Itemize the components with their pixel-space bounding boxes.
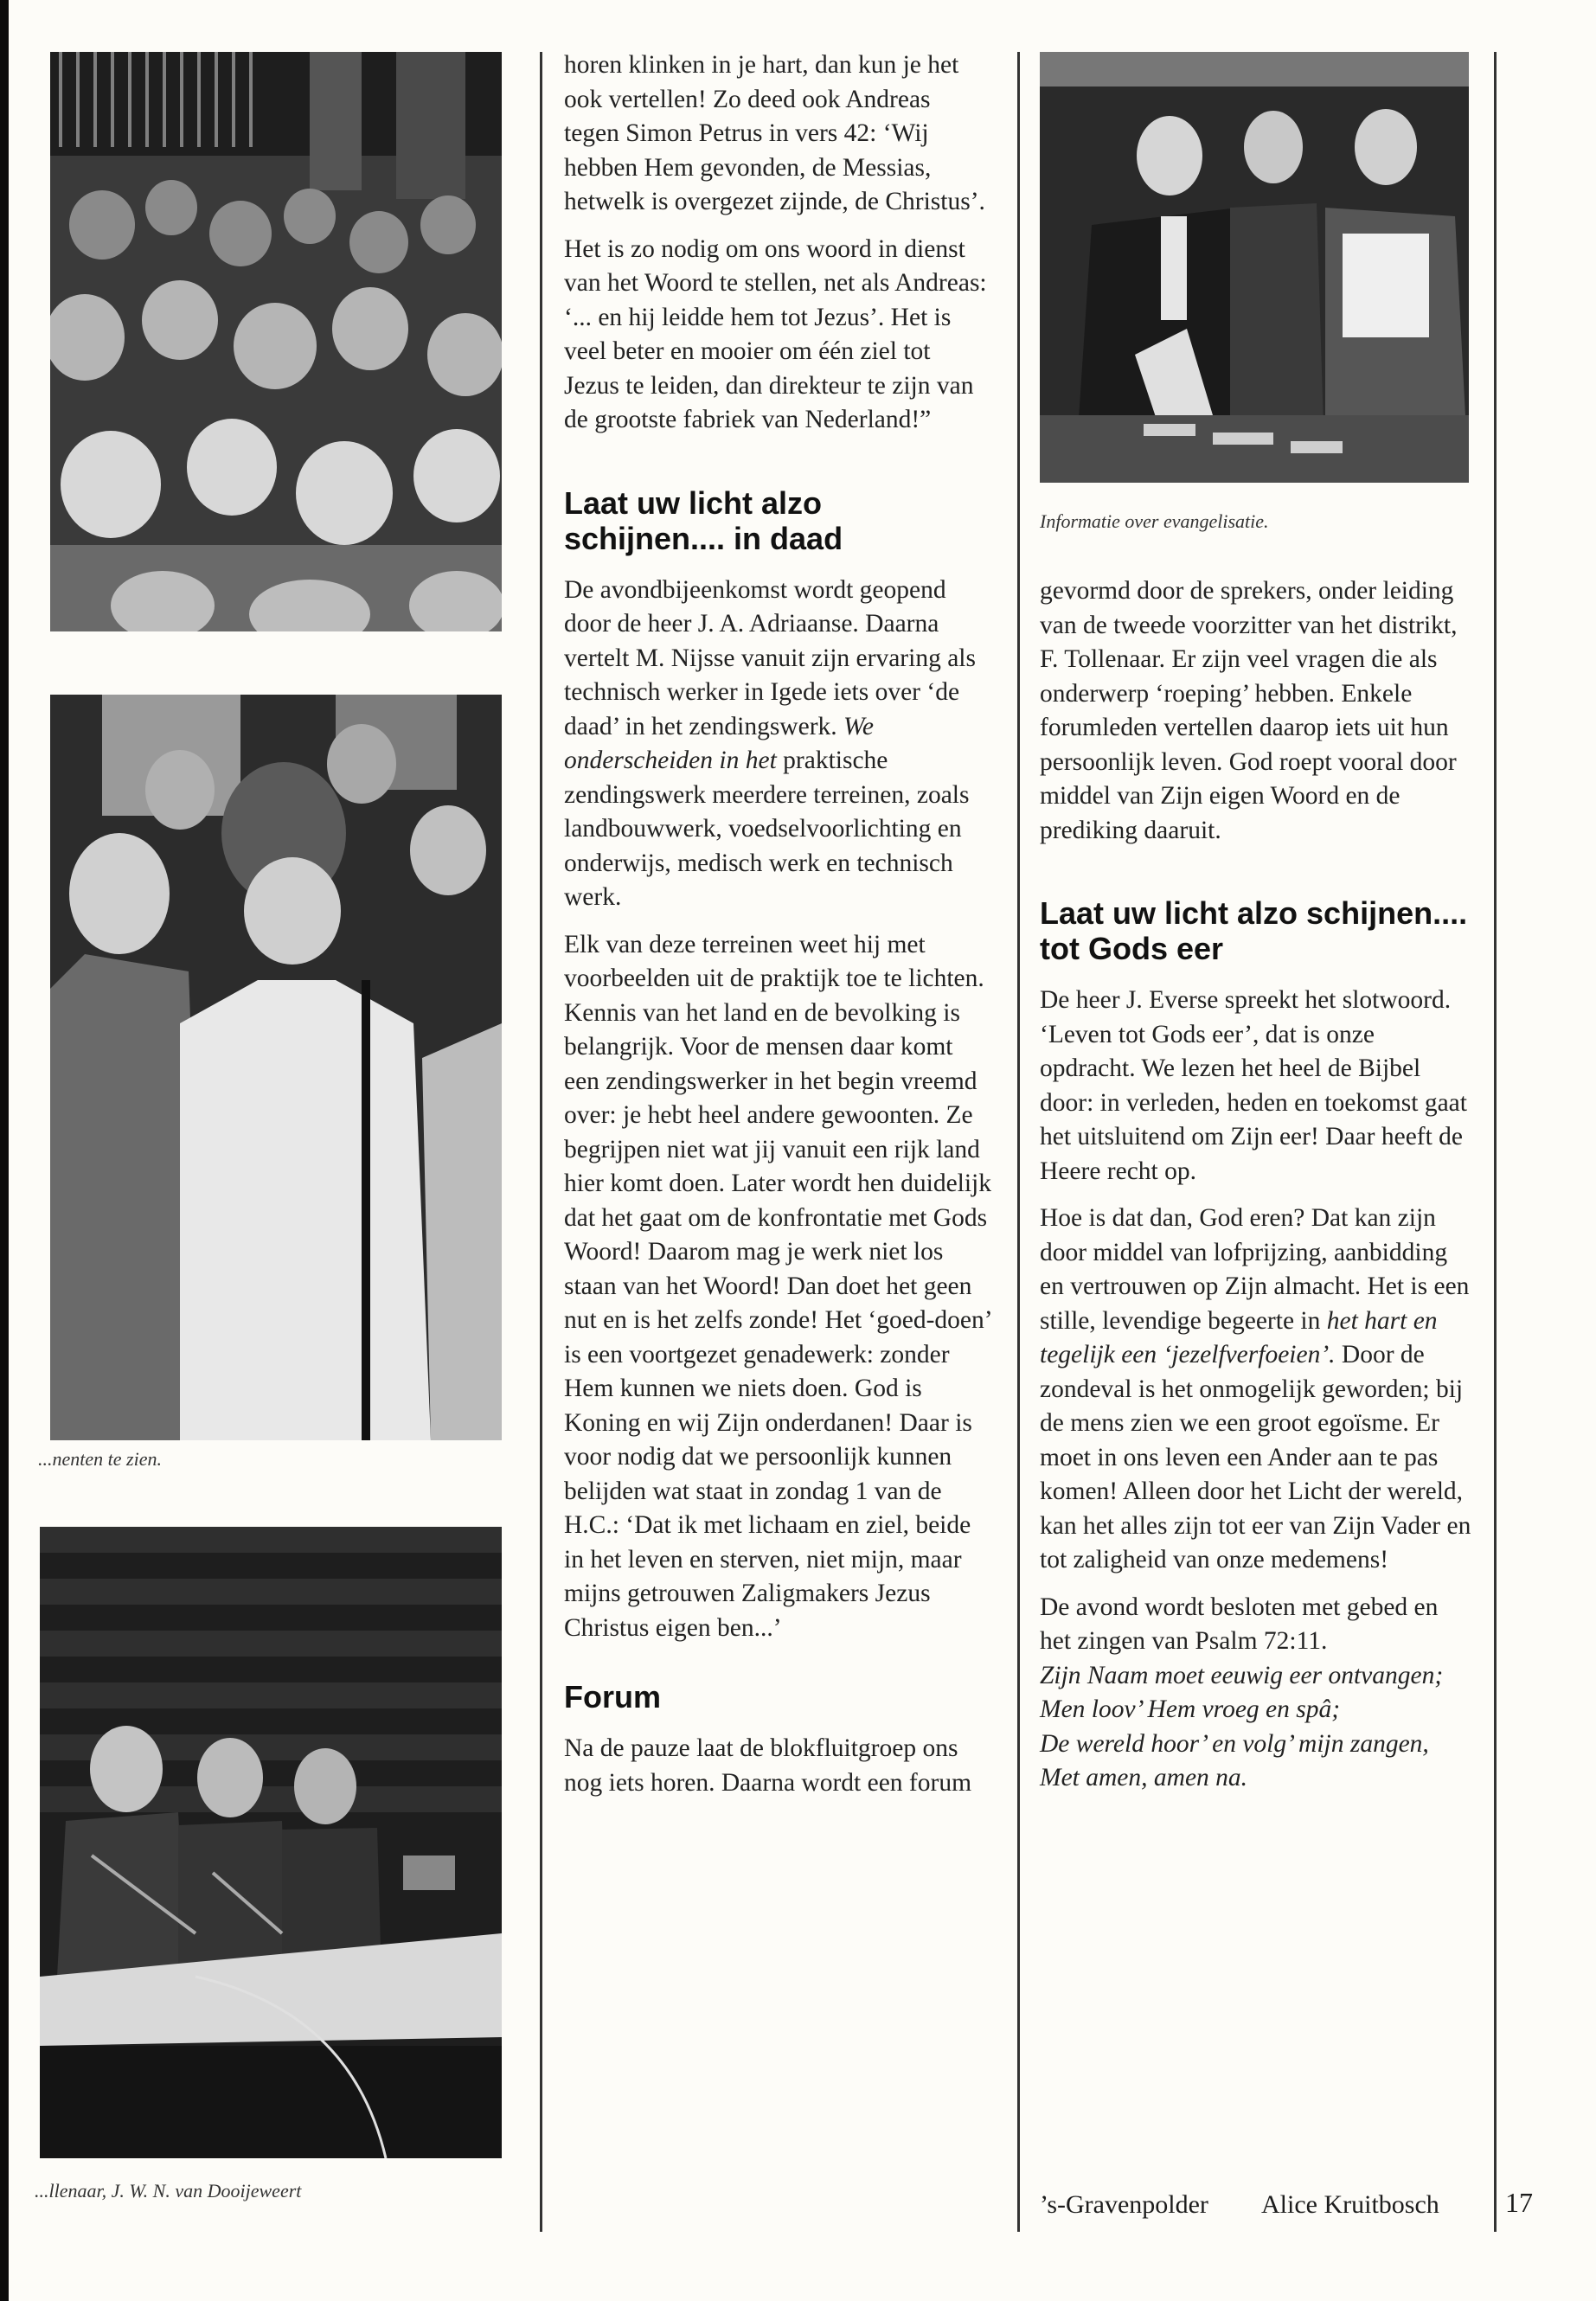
- psalm-quote: [1040, 1659, 1472, 1796]
- col1-paragraph-5: Na de pauze laat de blokfluitgroep ons nog iets horen. Daarna wordt een forum: [564, 1734, 972, 1797]
- col1-paragraph-2: Het is zo nodig om ons woord in dienst van het Woord te stellen, net als Andreas: ‘... en hij leidde hem tot Jezus’. Het is veel beter en mooier om één ziel tot Jezus te leiden, dan direkteur te zijn van de grootste fabriek van Nederland!”: [564, 234, 987, 433]
- col1-paragraph-4: Elk van deze terreinen weet hij met voorbeelden uit de praktijk toe te lichten. Kennis van het land en de bevolking is belangrijk. Voor de mensen daar komt een zendingswerker in het begin vreemd over: je hebt heel andere gewoonten. Ze begrijpen niet wat jij vanuit een rijk land hier komt doen. Later wordt hen duidelijk dat het gaat om de konfrontatie met Gods Woord! Daarom mag je werk niet los staan van het Woord! Dan doet het geen nut en is het zelfs zonde! Het ‘goed-doen’ is een voortgezet genadewerk: zonder Hem kunnen we niets doen. God is Koning en wij Zijn onderdanen! Daar is voor nodig dat we persoonlijk kunnen belijden wat staat in zondag 1 van de H.C.: ‘Dat ik met lichaam en ziel, beide in het leven en sterven, niet mijn, maar mijns getrouwen Zaligmakers Jezus Christus eigen ben...’: [564, 930, 991, 1642]
- col2-paragraph-3: Hoe is dat dan, God eren? Dat kan zijn door middel van lofprijzing, aanbidding en vertrouwen op Zijn almacht. Het is een stille, levendige begeerte in het hart en tegelijk een ‘jezelfverfoeien’. Door de zondeval is het onmogelijk geworden; bij de mens zien we een groot egoïsme. Er moet in ons leven een Ander aan te pas komen! Alleen door het Licht der wereld, kan het alles zijn tot eer van Zijn Vader en tot zaligheid van onze medemens!: [1040, 1204, 1471, 1574]
- psalm-line: Met amen, amen na.: [1040, 1764, 1248, 1791]
- signature-place: ’s-Gravenpolder: [1040, 2190, 1208, 2219]
- col2-heading-gods-eer: Laat uw licht alzo schijnen.... tot Gods eer: [1040, 895, 1468, 966]
- column-rule-2: [1017, 52, 1020, 2232]
- photo-panel: [40, 1527, 502, 2158]
- psalm-line: Men loov’ Hem vroeg en spâ;: [1040, 1695, 1341, 1723]
- photo-visitors: [50, 695, 502, 1440]
- column-rule-3: [1494, 52, 1497, 2232]
- page-edge-bar: [0, 0, 9, 2301]
- col2-paragraph-1: gevormd door de sprekers, onder leiding van de tweede voorzitter van het distrikt, F. Tollenaar. Er zijn veel vragen die als onderwerp ‘roeping’ hebben. Enkele forumleden vertellen daarop iets uit hun persoonlijk leven. God roept vooral door middel van Zijn eigen Woord en de prediking daaruit.: [1040, 577, 1458, 844]
- column-2: [1040, 509, 1472, 1796]
- col1-paragraph-1: horen klinken in je hart, dan kun je het ook vertellen! Zo deed ook Andreas tegen Simon Petrus in vers 42: ‘Wij hebben Hem gevonden, de Messias, hetwelk is overgezet zijnde, de Christus’.: [564, 51, 985, 215]
- page-number: 17: [1505, 2187, 1533, 2218]
- column-rule-1: [540, 52, 542, 2232]
- signature-author: Alice Kruitbosch: [1261, 2190, 1439, 2219]
- photo4-caption: Informatie over evangelisatie.: [1040, 510, 1269, 532]
- col2-paragraph-2: De heer J. Everse spreekt het slotwoord. ‘Leven tot Gods eer’, dat is onze opdracht. We lezen het heel de Bijbel door: in verleden, heden en toekomst gaat het uitsluitend om Zijn eer! Daar heeft de Heere recht op.: [1040, 986, 1467, 1185]
- photo-audience: [50, 52, 502, 631]
- col1-paragraph-3: De avondbijeenkomst wordt geopend door de heer J. A. Adriaanse. Daarna vertelt M. Nijsse vanuit zijn ervaring als technisch werker in Igede iets over ‘de daad’ in het zendingswerk. We onderscheiden in het praktische zendingswerk meerdere terreinen, zoals landbouwwerk, voedselvoorlichting en onderwijs, medisch werk en technisch werk.: [564, 575, 976, 911]
- photo3-caption: ...llenaar, J. W. N. van Dooijeweert: [35, 2180, 302, 2202]
- psalm-line: De wereld hoor’ en volg’ mijn zangen,: [1040, 1729, 1429, 1758]
- col2-paragraph-4: De avond wordt besloten met gebed en het zingen van Psalm 72:11.: [1040, 1593, 1439, 1655]
- col1-heading-forum: Forum: [564, 1679, 661, 1715]
- column-1: [564, 48, 991, 1813]
- col1-heading-daad: Laat uw licht alzo schijnen.... in daad: [564, 484, 843, 556]
- photo-evangelisation: [1040, 52, 1469, 483]
- psalm-line: Zijn Naam moet eeuwig eer ontvangen;: [1040, 1661, 1444, 1689]
- photo2-caption: ...nenten te zien.: [38, 1448, 162, 1470]
